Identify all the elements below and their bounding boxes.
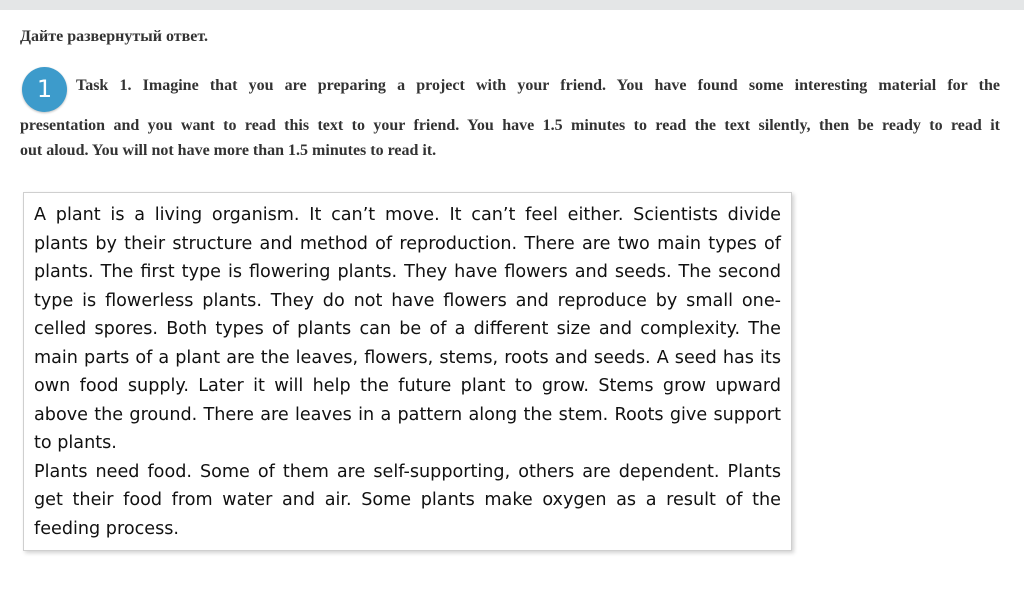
- task-description-line-3: out aloud. You will not have more than 1.5 minutes to read it.: [20, 142, 437, 159]
- task-number-badge: 1: [22, 67, 67, 112]
- top-bar: [0, 0, 1024, 10]
- task-description-line-2: presentation and you want to read this text to your friend. You have 1.5 minutes to read the text silently, then be ready to read it: [20, 117, 1000, 134]
- reading-paragraph-1: A plant is a living organism. It can’t move. It can’t feel either. Scientists divide plants by their structure and method of reproduction. There are two main types of plants. The first type is flowering plants. They have flowers and seeds. The second type is flowerless plants. They do not have flowers and reproduce by small one-celled spores. Both types of plants can be of a different size and complexity. The main parts of a plant are the leaves, flowers, stems, roots and seeds. A seed has its own food supply. Later it will help the future plant to grow. Stems grow upward above the ground. There are leaves in a pattern along the stem. Roots give support to plants.: [34, 205, 781, 453]
- task-description-line-1: Task 1. Imagine that you are preparing a project with your friend. You have found some interesting material for the: [76, 77, 1000, 94]
- reading-paragraph-2: Plants need food. Some of them are self-supporting, others are dependent. Plants get their food from water and air. Some plants make oxygen as a result of the feeding process.: [34, 461, 781, 539]
- reading-text-box: [23, 192, 792, 551]
- instruction-heading: Дайте развернутый ответ.: [20, 28, 208, 45]
